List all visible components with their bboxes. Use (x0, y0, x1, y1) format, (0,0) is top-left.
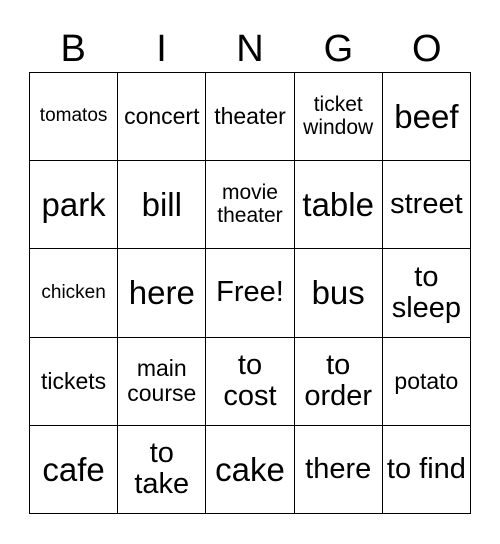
cell-text: to find (386, 452, 466, 485)
bingo-cell-r3-c1[interactable] (30, 249, 118, 337)
cell-text: theater (214, 103, 286, 130)
bingo-cell-r5-c2[interactable] (118, 426, 206, 514)
bingo-cell-r2-c4[interactable] (295, 161, 383, 249)
cell-text: to order (304, 348, 373, 413)
bingo-cell-r1-c4[interactable] (295, 73, 383, 161)
bingo-cell-r5-c4[interactable] (295, 426, 383, 514)
cell-text: street (390, 188, 463, 221)
bingo-cell-r3-c2[interactable] (118, 249, 206, 337)
cell-text: to cost (223, 348, 277, 413)
bingo-cell-r4-c1[interactable] (30, 338, 118, 426)
bingo-cell-r3-c3[interactable] (206, 249, 294, 337)
cell-text: to take (134, 437, 190, 501)
bingo-cell-r5-c1[interactable] (30, 426, 118, 514)
bingo-cell-r1-c2[interactable] (118, 73, 206, 161)
bingo-cell-r5-c5[interactable] (383, 426, 471, 514)
cell-text: cafe (42, 450, 105, 488)
cell-text: tomatos (39, 105, 108, 127)
cell-text: cake (215, 450, 285, 488)
header-letter-i: I (156, 28, 167, 70)
bingo-cell-r5-c3[interactable] (206, 426, 294, 514)
bingo-cell-r4-c2[interactable] (118, 338, 206, 426)
cell-text: potato (394, 367, 459, 394)
bingo-cell-r2-c5[interactable] (383, 161, 471, 249)
bingo-cell-r3-c4[interactable] (295, 249, 383, 337)
cell-text: beef (394, 97, 459, 135)
bingo-cell-r1-c3[interactable] (206, 73, 294, 161)
bingo-cell-r4-c5[interactable] (383, 338, 471, 426)
bingo-cell-r4-c3[interactable] (206, 338, 294, 426)
bingo-cell-r4-c4[interactable] (295, 338, 383, 426)
bingo-cell-r3-c5[interactable] (383, 249, 471, 337)
header-letter-g: G (323, 28, 354, 70)
cell-text: park (41, 185, 106, 223)
cell-text: ticket window (303, 92, 374, 139)
cell-text: movie theater (217, 181, 283, 227)
bingo-header (29, 26, 471, 72)
free-space: Free! (216, 276, 284, 309)
header-letter-n: N (236, 28, 264, 70)
bingo-cell-r1-c5[interactable] (383, 73, 471, 161)
cell-text: tickets (41, 367, 107, 394)
cell-text: main course (127, 355, 197, 407)
cell-text: concert (124, 103, 200, 130)
bingo-cell-r1-c1[interactable] (30, 73, 118, 161)
bingo-cell-r2-c2[interactable] (118, 161, 206, 249)
cell-text: table (302, 185, 374, 223)
bingo-board (29, 72, 471, 514)
bingo-cell-r2-c3[interactable] (206, 161, 294, 249)
header-letter-o: O (411, 28, 442, 70)
cell-text: to sleep (391, 260, 462, 324)
header-letter-b: B (60, 28, 86, 70)
bingo-cell-r2-c1[interactable] (30, 161, 118, 249)
cell-text: chicken (41, 281, 106, 303)
cell-text: bus (311, 274, 365, 312)
cell-text: here (128, 274, 195, 312)
cell-text: bill (141, 185, 182, 223)
cell-text: there (305, 452, 372, 485)
